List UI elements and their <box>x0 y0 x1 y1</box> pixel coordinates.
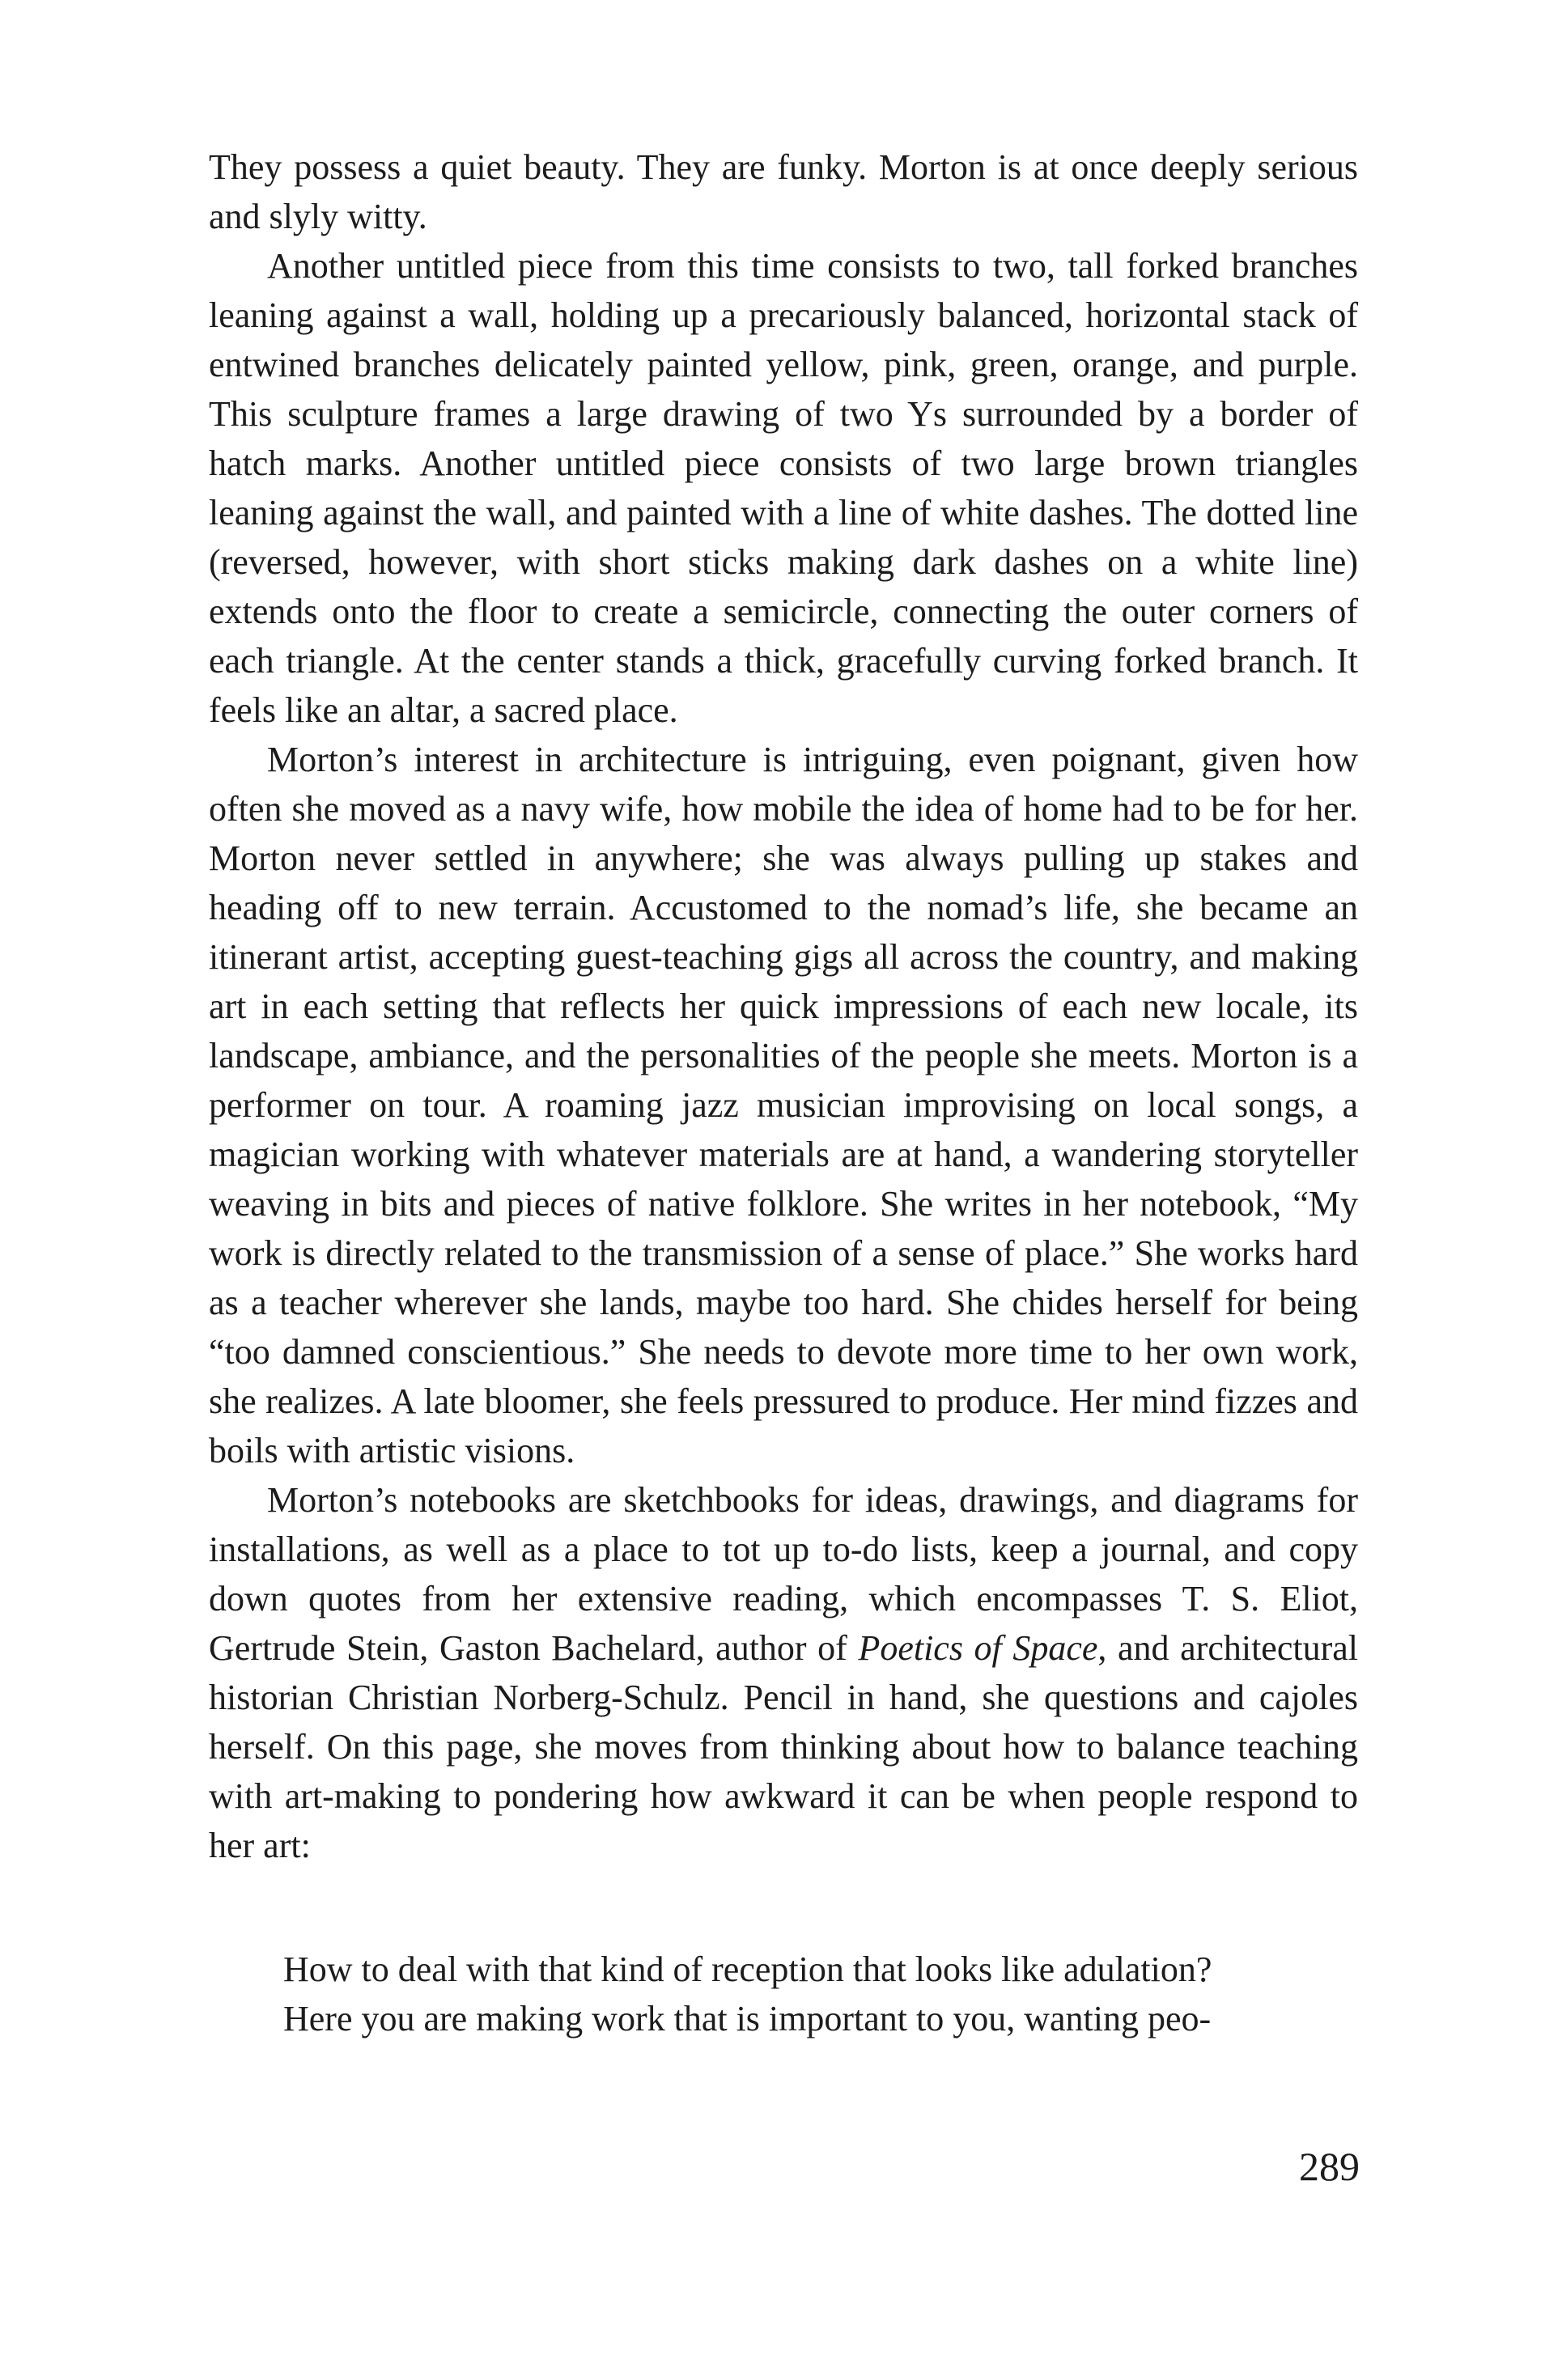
book-title: Poetics of Space <box>858 1628 1098 1668</box>
paragraph-1: They possess a quiet beauty. They are funky. Morton is at once deeply serious and slyly witty. <box>209 147 1358 236</box>
paragraph-4-part-2: , and architectural historian Christian Norberg-Schulz. Pencil in hand, she questions and cajoles herself. On this page, she moves from thinking about how to balance teaching with art-making to pondering how awkward it can be when people respond to her art: <box>209 1628 1358 1865</box>
block-quote <box>209 1945 1358 2043</box>
quote-line-2: Here you are making work that is important to you, wanting peo- <box>283 1999 1212 2038</box>
paragraph-4 <box>209 1475 1358 1870</box>
body-text <box>209 142 1358 2043</box>
quote-line-1: How to deal with that kind of reception that looks like adulation? <box>283 1949 1212 1989</box>
paragraph-4-part-1: Morton’s notebooks are sketchbooks for ideas, drawings, and diagrams for installations, as well as a place to tot up to-do lists, keep a journal, and copy down quotes from her extensive reading, which encompasses T. S. Eliot, Gertrude Stein, Gaston Bachelard, author of <box>209 1480 1358 1668</box>
paragraph-2: Another untitled piece from this time consists to two, tall forked branches leaning against a wall, holding up a precariously balanced, horizontal stack of entwined branches delicately painted yellow, pink, green, orange, and purple. This sculpture frames a large drawing of two Ys surrounded by a border of hatch marks. Another untitled piece consists of two large brown triangles leaning against the wall, and painted with a line of white dashes. The dotted line (reversed, however, with short sticks making dark dashes on a white line) extends onto the floor to create a semicircle, connecting the outer corners of each triangle. At the center stands a thick, gracefully curving forked branch. It feels like an altar, a sacred place. <box>209 246 1358 730</box>
page-number: 289 <box>1299 2144 1360 2189</box>
paragraph-3: Morton’s interest in architecture is intriguing, even poignant, given how often she moved as a navy wife, how mobile the idea of home had to be for her. Morton never settled in anywhere; she was always pulling up stakes and heading off to new terrain. Accustomed to the nomad’s life, she became an itinerant artist, accepting guest-teaching gigs all across the country, and making art in each setting that reflects her quick impressions of each new locale, its landscape, ambiance, and the personalities of the people she meets. Morton is a performer on tour. A roaming jazz musician improvising on local songs, a magician working with whatever materials are at hand, a wandering storyteller weaving in bits and pieces of native folklore. She writes in her notebook, “My work is directly related to the transmission of a sense of place.” She works hard as a teacher wherever she lands, maybe too hard. She chides herself for being “too damned conscientious.” She needs to devote more time to her own work, she realizes. A late bloomer, she feels pressured to produce. Her mind fizzes and boils with artistic visions. <box>209 740 1358 1470</box>
